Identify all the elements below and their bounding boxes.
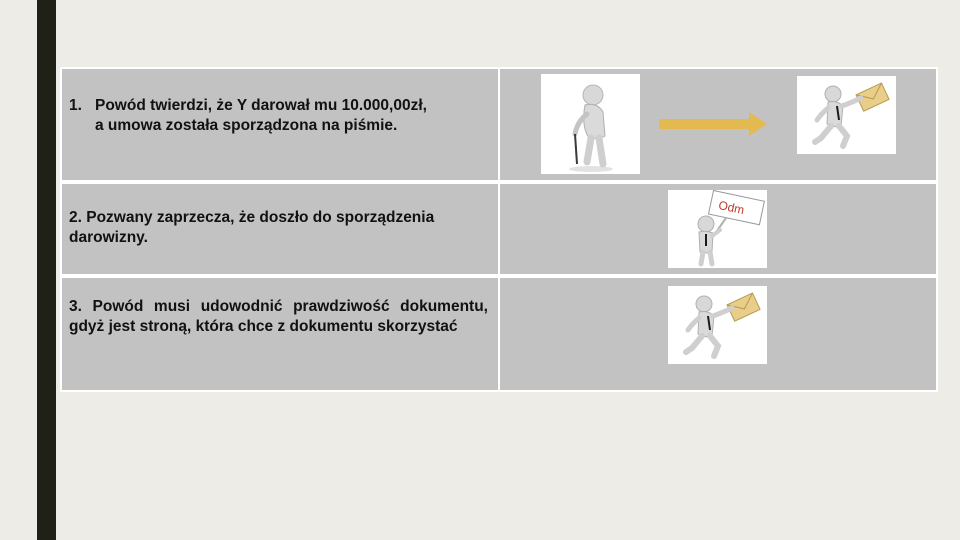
row-1-statement — [69, 96, 494, 136]
running-figure-envelope-icon-2 — [668, 286, 767, 364]
right-arrow-icon — [659, 110, 769, 138]
table-row-1-text-cell — [62, 69, 498, 180]
row-1-line-1: Powód twierdzi, że Y darował mu 10.000,00zł, — [95, 97, 427, 114]
row-1-line-2: a umowa została sporządzona na piśmie. — [95, 117, 398, 134]
sign-text: Odm — [717, 198, 746, 218]
row-1-number: 1. — [69, 97, 82, 114]
running-figure-envelope-icon — [797, 76, 896, 154]
row-2-statement: 2. Pozwany zaprzecza, że doszło do sporządzenia darowizny. — [69, 209, 435, 246]
old-man-with-cane-icon — [541, 74, 640, 174]
row-3-statement: 3. Powód musi udowodnić prawdziwość dokumentu, gdyż jest stroną, która chce z dokumentu skorzystać — [69, 298, 488, 335]
table-row-3-text-cell — [62, 278, 498, 390]
table-row-2-text-cell — [62, 184, 498, 274]
side-accent-bar — [37, 0, 56, 540]
figure-holding-sign-icon — [668, 190, 767, 268]
